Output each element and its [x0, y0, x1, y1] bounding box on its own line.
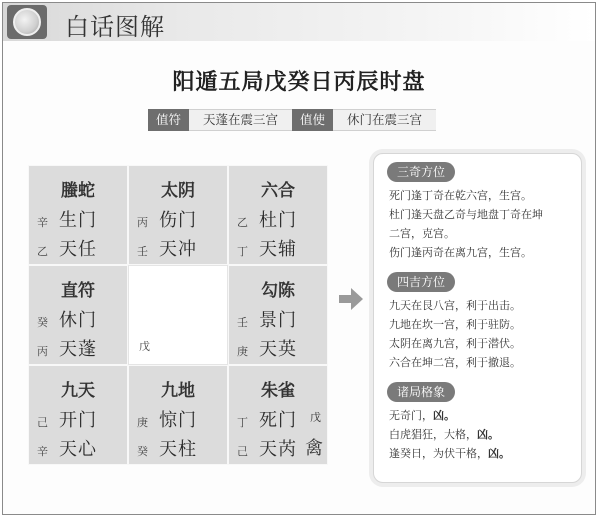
extra-stem-label: 戊: [310, 411, 321, 424]
palace-r0c0: [28, 165, 128, 265]
zhishi-tag: 值使: [292, 109, 333, 131]
door-label: 生门: [59, 210, 97, 231]
stem-label: 丁: [237, 416, 248, 429]
zhifu-value: 天蓬在震三宫: [189, 109, 292, 131]
stem-label: 丙: [137, 216, 148, 229]
deity-label: 九天: [61, 381, 95, 401]
section-title-sanqi: 三奇方位: [387, 162, 455, 182]
stem-label: 癸: [37, 316, 48, 329]
section-title-siji: 四吉方位: [387, 272, 455, 292]
palace-r2c2: [228, 365, 328, 465]
palace-r0c2: [228, 165, 328, 265]
deity-label: 六合: [261, 181, 295, 201]
verdict-label: 凶。: [477, 428, 499, 441]
deity-label: 螣蛇: [61, 181, 95, 201]
zhishi-value: 休门在震三宫: [333, 109, 436, 131]
header-title: 白话图解: [65, 13, 165, 41]
star-label: 天蓬: [59, 339, 97, 360]
stem-label: 丁: [237, 245, 248, 258]
zhifu-tag: 值符: [148, 109, 189, 131]
text-line: 逢癸日，为伏干格，凶。: [389, 447, 510, 460]
page-frame: [2, 2, 596, 515]
stem-label: 辛: [37, 216, 48, 229]
door-label: 开门: [59, 410, 97, 431]
verdict-label: 凶。: [488, 447, 510, 460]
star-label: 天英: [259, 339, 297, 360]
section-title-geju: 诸局格象: [387, 382, 455, 402]
stem-label: 乙: [37, 245, 48, 258]
star-label: 天心: [59, 439, 97, 460]
stem-label: 辛: [37, 445, 48, 458]
door-label: 景门: [259, 310, 297, 331]
center-stem-label: 戊: [139, 340, 150, 353]
door-label: 死门: [259, 410, 297, 431]
section-body-geju: [389, 406, 573, 463]
door-label: 杜门: [259, 210, 297, 231]
extra-star-label: 禽: [305, 438, 323, 459]
stem-label: 壬: [237, 316, 248, 329]
stem-label: 己: [237, 445, 248, 458]
palace-r2c0: [28, 365, 128, 465]
text-line: 六合在坤二宫，利于撤退。: [389, 356, 521, 369]
stem-label: 庚: [137, 416, 148, 429]
door-label: 休门: [59, 310, 97, 331]
analysis-panel: [373, 153, 582, 483]
verdict-label: 凶。: [433, 409, 455, 422]
palace-r1c0: [28, 265, 128, 365]
star-label: 天冲: [159, 239, 197, 260]
text-line: 死门逢丁奇在乾六宫，生宫。: [389, 189, 532, 202]
stem-label: 庚: [237, 345, 248, 358]
header-band: [3, 3, 595, 41]
stem-label: 丙: [37, 345, 48, 358]
palace-center: [128, 265, 228, 365]
text-line: 太阴在离九宫，利于潜伏。: [389, 337, 521, 350]
star-label: 天任: [59, 239, 97, 260]
deity-label: 直符: [61, 281, 95, 301]
palace-r2c1: [128, 365, 228, 465]
door-label: 伤门: [159, 210, 197, 231]
page-title: 阳遁五局戊癸日丙辰时盘: [172, 70, 426, 95]
stem-label: 乙: [237, 216, 248, 229]
deity-label: 朱雀: [261, 381, 295, 401]
text-line: 伤门逢丙奇在离九宫，生宫。: [389, 246, 532, 259]
deity-label: 太阴: [161, 181, 195, 201]
section-body-sanqi: [389, 186, 573, 262]
duty-info-bar: [148, 109, 436, 131]
palace-r1c2: [228, 265, 328, 365]
qimen-chart-grid: [28, 165, 328, 465]
deity-label: 勾陈: [261, 281, 295, 301]
stem-label: 壬: [137, 245, 148, 258]
stem-label: 己: [37, 416, 48, 429]
text-line: 白虎猖狂，大格，凶。: [389, 428, 499, 441]
text-line: 九天在艮八宫，利于出击。: [389, 299, 521, 312]
text-line: 九地在坎一宫，利于驻防。: [389, 318, 521, 331]
star-label: 天辅: [259, 239, 297, 260]
palace-r0c1: [128, 165, 228, 265]
taiji-logo-icon: [7, 5, 47, 39]
stem-label: 癸: [137, 445, 148, 458]
section-body-siji: [389, 296, 573, 372]
deity-label: 九地: [161, 381, 195, 401]
door-label: 惊门: [159, 410, 197, 431]
arrow-right-icon: [337, 285, 365, 313]
star-label: 天芮: [259, 439, 297, 460]
text-line: 无奇门，凶。: [389, 409, 455, 422]
text-line: 杜门逢天盘乙奇与地盘丁奇在坤: [389, 208, 543, 221]
text-line: 二宫，克宫。: [389, 227, 455, 240]
star-label: 天柱: [159, 439, 197, 460]
